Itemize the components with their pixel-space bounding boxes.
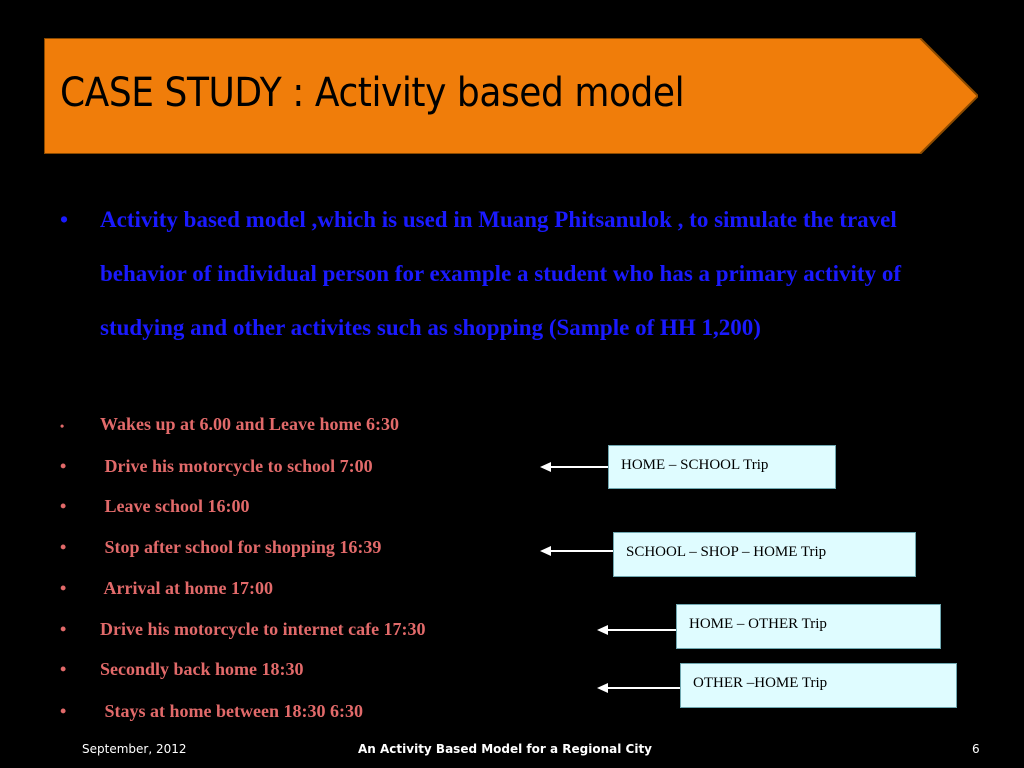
trip-box-home-other: HOME – OTHER Trip (676, 604, 941, 649)
footer-title: An Activity Based Model for a Regional City (358, 742, 652, 756)
bullet-icon: • (60, 701, 67, 721)
bullet-icon: • (60, 207, 69, 232)
arrow-left-icon (540, 544, 615, 558)
list-item (60, 699, 363, 723)
bullet-icon: • (60, 496, 67, 516)
list-item (60, 617, 426, 641)
trip-box-school-shop-home: SCHOOL – SHOP – HOME Trip (613, 532, 916, 577)
bullet-icon: • (60, 619, 67, 639)
list-item-text: Arrival at home 17:00 (100, 578, 273, 598)
arrow-left-icon (540, 460, 610, 474)
bullet-icon: • (60, 659, 67, 679)
bullet-icon: • (60, 537, 67, 557)
list-item-text: Drive his motorcycle to internet cafe 17:30 (100, 619, 426, 639)
footer-date: September, 2012 (82, 742, 187, 756)
list-item (60, 657, 304, 681)
slide-title: CASE STUDY : Activity based model (60, 70, 685, 116)
intro-paragraph (60, 193, 960, 355)
list-item (60, 535, 381, 559)
list-item-text: Stays at home between 18:30 6:30 (100, 701, 363, 721)
bullet-icon: • (60, 456, 67, 476)
list-item (60, 576, 273, 600)
trip-box-home-school: HOME – SCHOOL Trip (608, 445, 836, 489)
bullet-icon: • (60, 578, 67, 598)
list-item (60, 454, 373, 478)
arrow-left-icon (597, 681, 681, 695)
trip-box-other-home: OTHER –HOME Trip (680, 663, 957, 708)
arrow-left-icon (597, 623, 677, 637)
list-item-text: Drive his motorcycle to school 7:00 (100, 456, 373, 476)
intro-text: Activity based model ,which is used in Muang Phitsanulok , to simulate the travel behavior of individual person for example a student who has a primary activity of studying and other activites such as shopping (Sample of HH 1,200) (100, 207, 901, 340)
bullet-icon: • (60, 419, 65, 433)
list-item-text: Leave school 16:00 (100, 496, 250, 516)
list-item (60, 412, 399, 438)
list-item (60, 494, 249, 518)
page-number: 6 (972, 742, 980, 756)
list-item-text: Secondly back home 18:30 (100, 659, 304, 679)
list-item-text: Stop after school for shopping 16:39 (100, 537, 382, 557)
list-item-text: Wakes up at 6.00 and Leave home 6:30 (100, 414, 400, 434)
